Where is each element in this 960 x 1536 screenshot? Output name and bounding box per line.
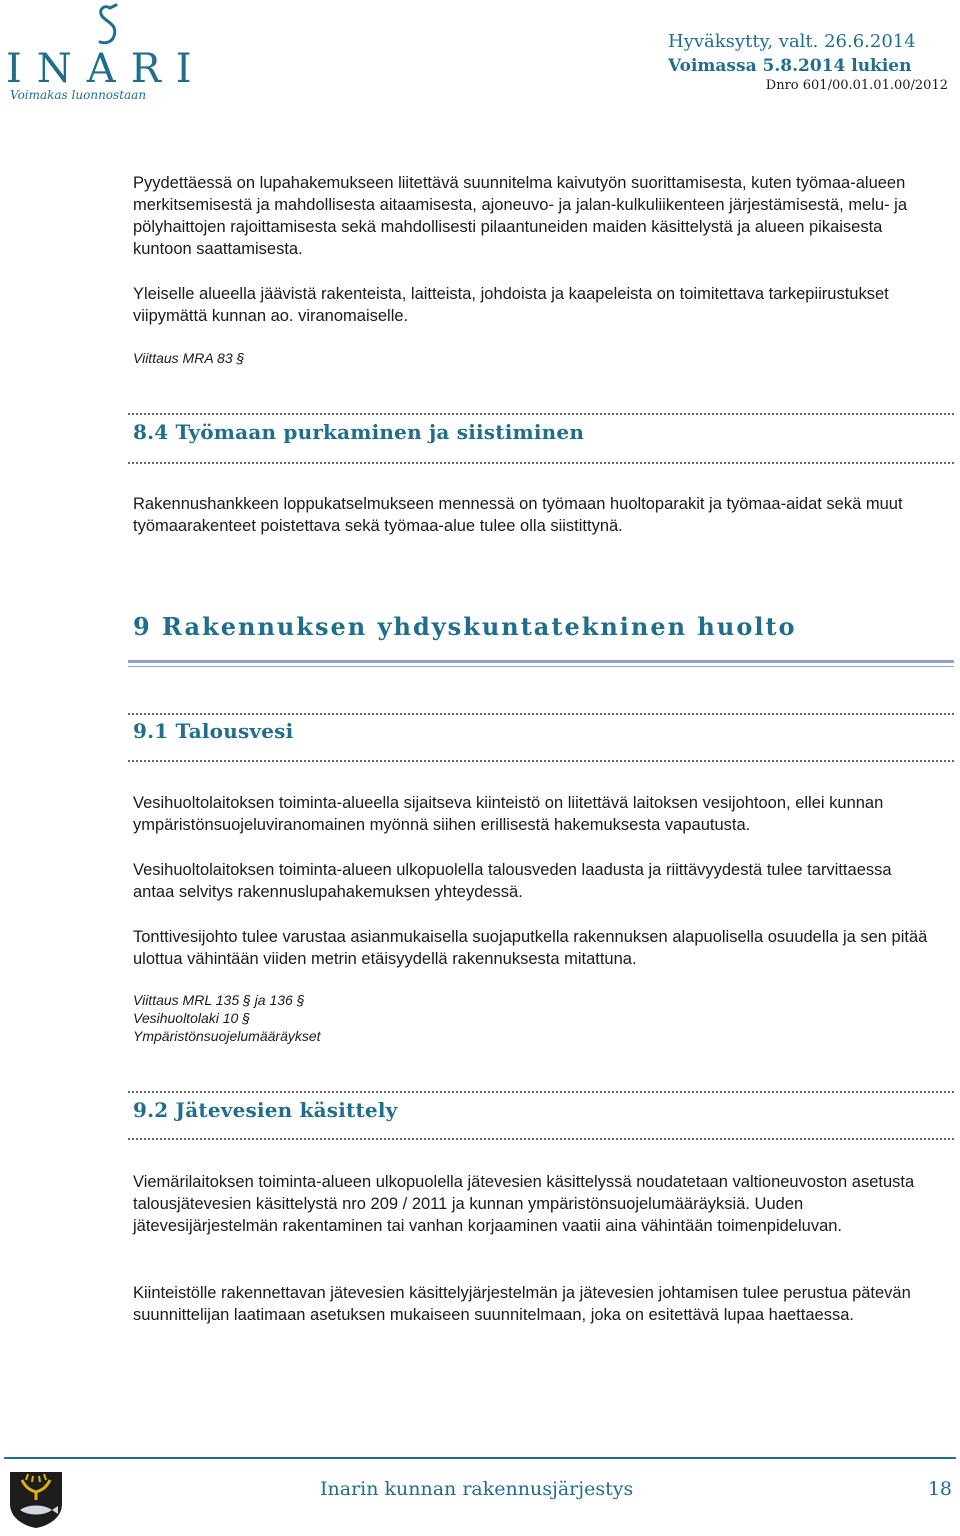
paragraph-9-2b: Kiinteistölle rakennettavan jätevesien käsittelyjärjestelmän ja jätevesien johtamisen tulee perustua pätevän suunnittelijan laatimaan asetuksen mukaiseen suunnitelmaan, joka on esitettävä lupaa haettaessa.	[133, 1284, 911, 1324]
section-rule-top	[128, 413, 954, 415]
approval-block	[668, 30, 948, 78]
footer-rule	[4, 1457, 956, 1459]
heading-8-4: 8.4 Työmaan purkaminen ja siistiminen	[133, 420, 585, 444]
paragraph-8-4: Rakennushankkeen loppukatselmukseen mennessä on työmaan huoltoparakit ja työmaa-aidat sekä muut työmaarakenteet poistettava sekä työmaa-alue tulee olla siistittynä.	[133, 495, 903, 535]
references-9-1	[133, 991, 933, 1045]
footer-title: Inarin kunnan rakennusjärjestys	[320, 1478, 634, 1500]
section-rule-top	[128, 1091, 954, 1093]
paragraph-9-1b: Vesihuoltolaitoksen toiminta-alueen ulkopuolella talousveden laadusta ja riittävyydestä tulee tarvittaessa antaa selvitys rakennuslupahakemuksen yhteydessä.	[133, 861, 892, 901]
reference-mra: Viittaus MRA 83 §	[133, 350, 245, 366]
reference-ymparisto: Ympäristönsuojelumääräykset	[133, 1028, 321, 1044]
heading-9-1: 9.1 Talousvesi	[133, 719, 294, 743]
intro-paragraph: Pyydettäessä on lupahakemukseen liitettävä suunnitelma kaivutyön suorittamisesta, kuten työmaa-alueen merkitsemisestä ja mahdollisesta aitaamisesta, ajoneuvo- ja jalan-kulkuliikenteen järjestämisestä, melu- ja pölyhaittojen rajoittamisesta sekä mahdollisesti pilaantuneiden maiden käsittelystä ja alueen pikaisesta kuntoon saattamisesta.	[133, 174, 908, 258]
inari-logo	[4, 2, 207, 102]
logo-wordmark: INARI	[6, 46, 207, 92]
section-rule-bottom	[128, 462, 954, 464]
public-area-paragraph: Yleiselle alueella jäävistä rakenteista, laitteista, johdoista ja kaapeleista on toimitettava tarkepiirustukset viipymättä kunnan ao. viranomaiselle.	[133, 285, 889, 325]
chapter-rule	[128, 660, 954, 667]
logo-tagline: Voimakas luonnostaan	[10, 88, 147, 102]
reference-vesihuoltolaki: Vesihuoltolaki 10 §	[133, 1010, 251, 1026]
paragraph-9-2a: Viemärilaitoksen toiminta-alueen ulkopuolella jätevesien käsittelyssä noudatetaan valtioneuvoston asetusta talousjätevesien käsittelystä nro 209 / 2011 ja kunnan ympäristönsuojelumääräyksiä. Uuden jätevesijärjestelmän rakentaminen tai vanhan korjaaminen vaatii aina vähintään toimenpideluvan.	[133, 1173, 915, 1235]
municipal-crest-icon	[8, 1470, 64, 1530]
document-number: Dnro 601/00.01.01.00/2012	[765, 78, 948, 93]
section-rule-top	[128, 713, 954, 715]
swan-icon	[84, 2, 144, 52]
section-rule-bottom	[128, 760, 954, 762]
in-force-date: Voimassa 5.8.2014 lukien	[668, 56, 912, 76]
paragraph-9-1c: Tonttivesijohto tulee varustaa asianmukaisella suojaputkella rakennuksen alapuolisella osuudella ja sen pitää ulottua vähintään viiden metrin etäisyydellä rakennuksesta mitattuna.	[133, 928, 928, 968]
heading-9-2: 9.2 Jätevesien käsittely	[133, 1098, 398, 1122]
page-number: 18	[927, 1478, 952, 1500]
approval-date: Hyväksytty, valt. 26.6.2014	[668, 31, 916, 52]
reference-mrl: Viittaus MRL 135 § ja 136 §	[133, 992, 305, 1008]
paragraph-9-1a: Vesihuoltolaitoksen toiminta-alueella sijaitseva kiinteistö on liitettävä laitoksen vesijohtoon, ellei kunnan ympäristönsuojeluviranomainen myönnä siihen erillisestä hakemuksesta vapautusta.	[133, 794, 884, 834]
heading-9: 9 Rakennuksen yhdyskuntatekninen huolto	[133, 612, 797, 641]
section-rule-bottom	[128, 1138, 954, 1140]
